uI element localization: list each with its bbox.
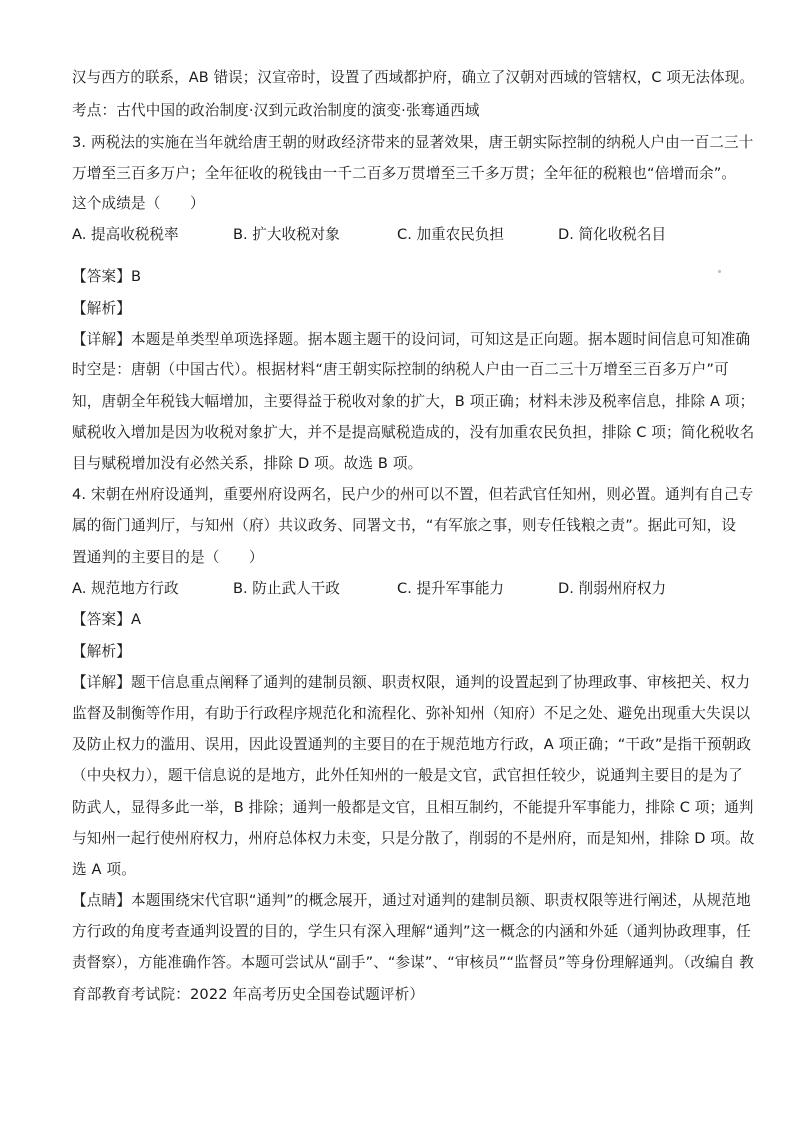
q4-stem-line-2: 属的衙门通判厅，与知州（府）共议政务、同署文书，“有军旅之事，则专任钱粮之责”。据此可知，设 [72, 517, 737, 534]
q4-answer: 【答案】A [72, 611, 142, 628]
q4-detail-line-4: （中央权力），题干信息说的是地方，此外任知州的一般是文官，武官担任较少，说通判主要目的是为了 [72, 767, 743, 784]
q4-dianjing-line-1: 【点睛】本题围绕宋代官职“通判”的概念展开，通过对通判的建制员额、职责权限等进行阐述，从规范地 [72, 892, 751, 909]
q4-dianjing-line-3: 责督察），方能准确作答。本题可尝试从“副手”、“参谋”、“审核员”“监督员”等身份理解通判。（改编自 教 [72, 954, 754, 971]
q3-stem-line-2: 万增至三百多万户；全年征收的税钱由一千二百多万贯增至三千多万贯；全年征的税粮也“倍增而余”。 [72, 165, 737, 182]
q3-option-a: A. 提高收税税率 [72, 226, 179, 243]
q3-detail-line-1: 【详解】本题是单类型单项选择题。据本题主题干的设问词，可知这是正向题。据本题时间信息可知准确 [72, 331, 751, 348]
q4-dianjing-line-4: 育部教育考试院：2022 年高考历史全国卷试题评析） [72, 986, 425, 1003]
q4-detail-line-2: 监督及制衡等作用，有助于行政程序规范化和流程化、弥补知州（知府）不足之处、避免出现重大失误以 [72, 705, 751, 722]
q2-kaodian: 考点：古代中国的政治制度·汉到元政治制度的演变·张骞通西域 [72, 102, 480, 119]
decorative-dot [718, 270, 721, 273]
q3-detail-line-5: 目与赋税增加没有必然关系，排除 D 项。故选 B 项。 [72, 455, 423, 472]
q3-option-c: C. 加重农民负担 [397, 226, 505, 243]
q4-detail-line-3: 及防止权力的滥用、误用，因此设置通判的主要目的在于规范地方行政，A 项正确；“干政”是指干预朝政 [72, 736, 752, 753]
q3-answer: 【答案】B [72, 268, 142, 285]
q4-option-d: D. 削弱州府权力 [558, 580, 667, 597]
q4-dianjing-line-2: 方行政的角度考查通判设置的目的，学生只有深入理解“通判”这一概念的内涵和外延（通判协政理事，任 [72, 923, 751, 940]
q3-detail-line-3: 知，唐朝全年税钱大幅增加，主要得益于税收对象的扩大，B 项正确；材料未涉及税率信息，排除 A 项； [72, 393, 755, 410]
q3-detail-line-2: 时空是：唐朝（中国古代）。根据材料“唐王朝实际控制的纳税人户由一百二三十万增至三百多万户”可 [72, 361, 729, 378]
q3-stem-line-3: 这个成绩是（ ） [72, 195, 205, 212]
q4-detail-line-6: 与知州一起行使州府权力，州府总体权力未变，只是分散了，削弱的不是州府，而是知州，排除 D 项。故 [72, 830, 755, 847]
q3-analysis-label: 【解析】 [72, 300, 131, 317]
q3-option-b: B. 扩大收税对象 [233, 226, 340, 243]
q4-stem-line-3: 置通判的主要目的是（ ） [72, 549, 264, 566]
q2-analysis-tail: 汉与西方的联系，AB 错误；汉宣帝时，设置了西域都护府，确立了汉朝对西域的管辖权，C 项无法体现。 [72, 69, 754, 86]
q4-analysis-label: 【解析】 [72, 643, 131, 660]
q4-stem-line-1: 4. 宋朝在州府设通判，重要州府设两名，民户少的州可以不置，但若武官任知州，则必置。通判有自己专 [72, 486, 754, 503]
q3-stem-line-1: 3. 两税法的实施在当年就给唐王朝的财政经济带来的显著效果，唐王朝实际控制的纳税人户由一百二三十 [72, 134, 754, 151]
q4-detail-line-5: 防武人，显得多此一举，B 排除；通判一般都是文官，且相互制约，不能提升军事能力，排除 C 项；通判 [72, 799, 754, 816]
q3-option-d: D. 简化收税名目 [558, 226, 667, 243]
q4-option-a: A. 规范地方行政 [72, 580, 179, 597]
q4-option-b: B. 防止武人干政 [233, 580, 340, 597]
q4-detail-line-1: 【详解】题干信息重点阐释了通判的建制员额、职责权限，通判的设置起到了协理政事、审核把关、权力 [72, 674, 751, 691]
q4-option-c: C. 提升军事能力 [397, 580, 505, 597]
q3-detail-line-4: 赋税收入增加是因为收税对象扩大，并不是提高赋税造成的，没有加重农民负担，排除 C 项；简化税收名 [72, 424, 755, 441]
q4-detail-line-7: 选 A 项。 [72, 861, 136, 878]
